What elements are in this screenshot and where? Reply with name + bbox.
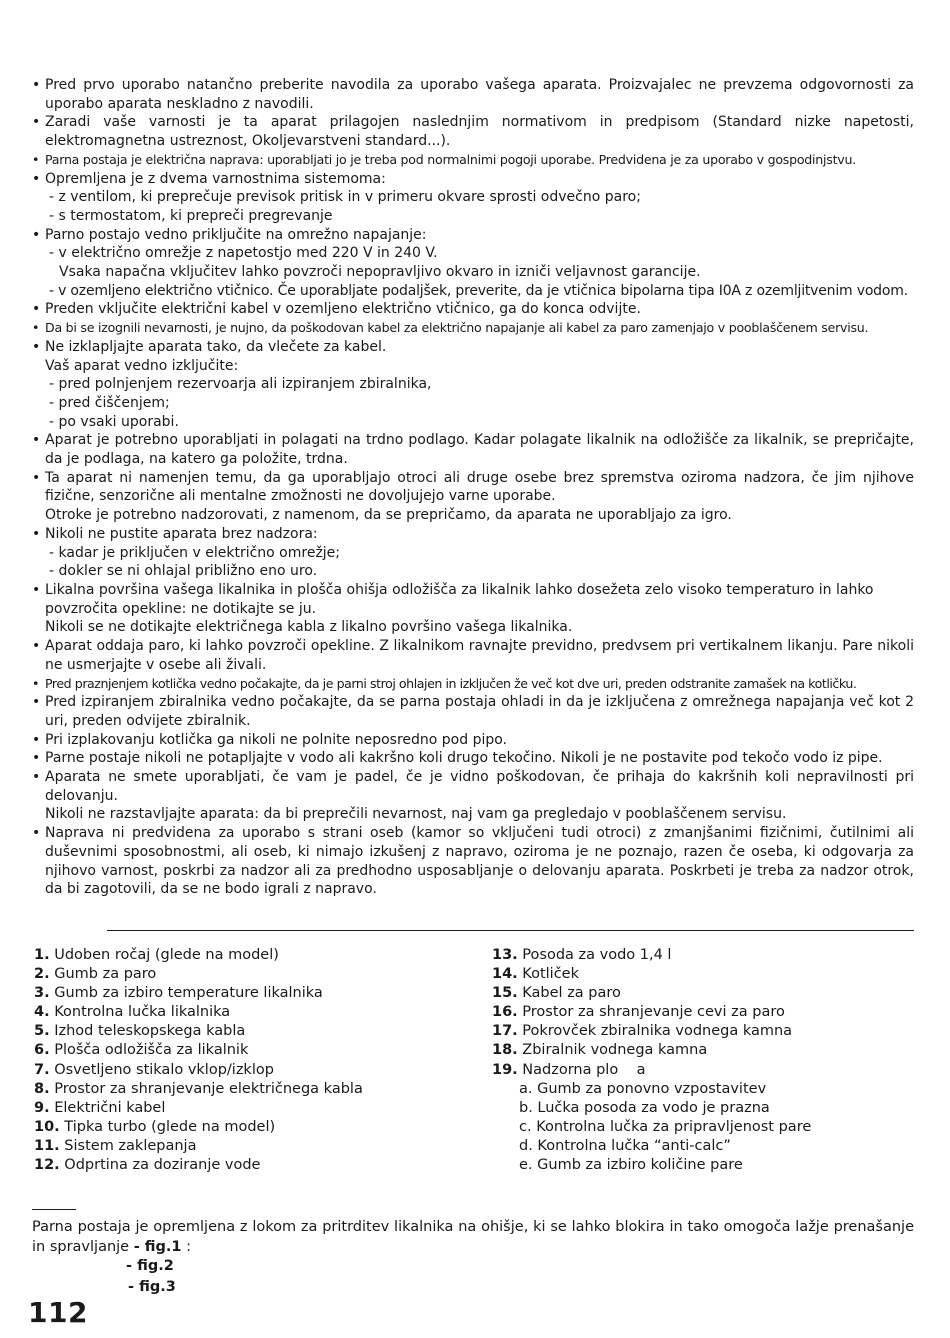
- part-number: 12.: [34, 1157, 60, 1174]
- part-item: [492, 965, 811, 984]
- part-number: 14.: [492, 966, 518, 983]
- control-panel-subitem: e. Gumb za izbiro količine pare: [519, 1157, 743, 1174]
- bullet-12: • Likalna površina vašega likalnika in plošča ohišja odložišča za likalnik lahko dosežeta zelo visoko temperaturo in lahko povzročita opekline: ne dotikajte se ju.: [32, 581, 914, 618]
- part-number: 4.: [34, 1004, 50, 1021]
- part-label: Odprtina za doziranje vode: [64, 1157, 261, 1174]
- bullet-18: • Aparata ne smete uporabljati, če vam je padel, če je vidno poškodovan, če prihaja do kakršnih koli nepravilnosti pri delovanju.: [32, 768, 914, 805]
- part-item: [34, 1156, 363, 1175]
- part-number: 2.: [34, 966, 50, 983]
- part-label: Posoda za vodo 1,4 l: [522, 947, 672, 963]
- bullet-4-sub-2: - s termostatom, ki prepreči pregrevanje: [49, 207, 333, 224]
- control-panel-subitem: d. Kontrolna lučka “anti-calc”: [519, 1137, 731, 1154]
- part-label: Prostor za shranjevanje električnega kabla: [54, 1080, 363, 1097]
- part-label: Kabel za paro: [522, 985, 621, 1002]
- part-number: 18.: [492, 1042, 518, 1059]
- part-item: [34, 1137, 363, 1156]
- part-item: [492, 1041, 811, 1060]
- part-number: 16.: [492, 1004, 518, 1021]
- part-item: [34, 1003, 363, 1022]
- part-label: Zbiralnik vodnega kamna: [522, 1042, 708, 1059]
- bullet-18-cont: Nikoli ne razstavljajte aparata: da bi preprečili nevarnost, naj vam ga pregledajo v pooblaščenem servisu.: [45, 806, 787, 823]
- part-item: [492, 1022, 811, 1041]
- bullet-5-sub-1-cont: Vsaka napačna vključitev lahko povzroči nepopravljivo okvaro in izniči veljavnost garancije.: [59, 264, 701, 281]
- part-number: 5.: [34, 1023, 50, 1040]
- parts-list-left: [34, 946, 363, 1175]
- bullet-11: • Nikoli ne pustite aparata brez nadzora:: [32, 525, 914, 544]
- control-panel-subitem: c. Kontrolna lučka za pripravljenost pare: [519, 1118, 812, 1135]
- bullet-11-sub-1: - kadar je priključen v električno omrežje;: [49, 544, 341, 561]
- part-label: Pokrovček zbiralnika vodnega kamna: [522, 1023, 793, 1040]
- part-number: 13.: [492, 947, 518, 963]
- part-label: Nadzorna plo a: [522, 1061, 646, 1078]
- part-item: [34, 965, 363, 984]
- part-number: 11.: [34, 1137, 60, 1154]
- bullet-6: • Preden vključite električni kabel v ozemljeno električno vtičnico, ga do konca odvijte.: [32, 300, 914, 319]
- part-label: Kontrolna lučka likalnika: [54, 1004, 231, 1021]
- bullet-5-sub-2: - v ozemljeno električno vtičnico. Če uporabljate podaljšek, preverite, da je vtičnica bipolarna tipa I0A z ozemljitvenim vodom.: [49, 282, 908, 299]
- part-item: [34, 1061, 363, 1080]
- bullet-10-cont: Otroke je potrebno nadzorovati, z namenom, da se prepričamo, da aparata ne uporabljajo za igro.: [45, 507, 732, 524]
- part-number: 19.: [492, 1061, 518, 1078]
- bullet-8-sub-3: - po vsaki uporabi.: [49, 413, 179, 430]
- part-label: Prostor za shranjevanje cevi za paro: [522, 1004, 785, 1021]
- bullet-8: • Ne izklapljajte aparata tako, da vlečete za kabel.: [32, 338, 914, 357]
- part-number: 10.: [34, 1118, 60, 1135]
- fig-2-ref: - fig.2: [126, 1258, 174, 1274]
- bullet-5: • Parno postajo vedno priključite na omrežno napajanje:: [32, 226, 914, 245]
- part-number: 8.: [34, 1080, 50, 1097]
- part-item: [34, 1022, 363, 1041]
- part-item: [492, 1061, 811, 1080]
- bullet-2: • Zaradi vaše varnosti je ta aparat prilagojen naslednjim normativom in predpisom (Standard nizke napetosti, elektromagnetna ustreznost, Okoljevarstveni standard...).: [32, 113, 914, 150]
- safety-instructions: [32, 76, 914, 899]
- bullet-3: • Parna postaja je električna naprava: uporabljati jo je treba pod normalnimi pogoji uporabe. Predvidena je za uporabo v gospodinjstvu.: [32, 151, 914, 170]
- part-label: Kotliček: [522, 966, 579, 983]
- bullet-14: • Pred praznjenjem kotlička vedno počakajte, da je parni stroj ohlajen in izključen že več kot dve uri, preden odstranite zamašek na kotličku.: [32, 675, 914, 694]
- bullet-15: • Pred izpiranjem zbiralnika vedno počakajte, da se parna postaja ohladi in da je izključena z omrežnega napajanja več kot 2 uri, preden odvijete zbiralnik.: [32, 693, 914, 730]
- part-label: Tipka turbo (glede na model): [64, 1118, 276, 1135]
- part-item: [34, 946, 363, 965]
- part-item: [34, 1118, 363, 1137]
- bullet-1: • Pred prvo uporabo natančno preberite navodila za uporabo vašega aparata. Proizvajalec ne prevzema odgovornosti za uporabo aparata neskladno z navodili.: [32, 76, 914, 113]
- parts-list-right: [492, 946, 811, 1175]
- bullet-17: • Parne postaje nikoli ne potapljajte v vodo ali kakršno koli drugo tekočino. Nikoli je ne postavite pod tekočo vodo iz pipe.: [32, 749, 914, 768]
- part-label: Gumb za paro: [54, 966, 157, 983]
- bullet-8-sub-2: - pred čiščenjem;: [49, 394, 170, 411]
- part-label: Sistem zaklepanja: [64, 1137, 197, 1154]
- bullet-8-sub-1: - pred polnjenjem rezervoarja ali izpiranjem zbiralnika,: [49, 376, 432, 393]
- part-item: [34, 1080, 363, 1099]
- bullet-8-cont: Vaš aparat vedno izključite:: [45, 357, 239, 374]
- bullet-4: • Opremljena je z dvema varnostnima sistemoma:: [32, 170, 914, 189]
- bullet-11-sub-2: - dokler se ni ohlajal približno eno uro.: [49, 563, 318, 580]
- part-item: [492, 946, 811, 965]
- note-colon: :: [181, 1238, 192, 1255]
- part-number: 1.: [34, 947, 50, 963]
- bullet-5-sub-1: - v električno omrežje z napetostjo med 220 V in 240 V.: [49, 245, 438, 262]
- part-number: 7.: [34, 1061, 50, 1078]
- part-label: Plošča odložišča za likalnik: [54, 1042, 249, 1059]
- part-item: [492, 1003, 811, 1022]
- bullet-7: • Da bi se izognili nevarnosti, je nujno, da poškodovan kabel za električno napajanje ali kabel za paro zamenjajo v pooblaščenem servisu.: [32, 319, 914, 338]
- note-paragraph: [32, 1218, 914, 1257]
- control-panel-subitem: a. Gumb za ponovno vzpostavitev: [519, 1080, 767, 1097]
- page-number: 112: [28, 1296, 88, 1329]
- part-number: 3.: [34, 985, 50, 1002]
- control-panel-subitem: b. Lučka posoda za vodo je prazna: [519, 1099, 770, 1116]
- note-text: Parna postaja je opremljena z lokom za pritrditev likalnika na ohišje, ki se lahko blokira in tako omogoča lažje prenašanje in spravljanje: [32, 1219, 914, 1255]
- part-label: Osvetljeno stikalo vklop/izklop: [54, 1061, 274, 1078]
- bullet-9: • Aparat je potrebno uporabljati in polagati na trdno podlago. Kadar polagate likalnik na odložišče za likalnik, se prepričajte, da je podlaga, na katero ga položite, trdna.: [32, 431, 914, 468]
- part-item: [34, 984, 363, 1003]
- part-item: [34, 1099, 363, 1118]
- part-item: [492, 984, 811, 1003]
- note-rule: [32, 1209, 76, 1210]
- bullet-19: • Naprava ni predvidena za uporabo s strani oseb (kamor so vključeni tudi otroci) z zmanjšanimi fizičnimi, čutilnimi ali duševnimi sposobnostmi, ali oseb, ki nimajo izkušenj z napravo, oziroma je ne poznajo, razen če oseba, ki odgovarja za njihovo varnost, poskrbi za nadzor ali za predhodno usposabljanje o delovanju aparata. Poskrbeti je treba za nadzor otrok, da bi zagotovili, da se ne bodo igrali z napravo.: [32, 824, 914, 899]
- part-label: Električni kabel: [54, 1099, 166, 1116]
- bullet-4-sub-1: - z ventilom, ki preprečuje previsok pritisk in v primeru okvare sprosti odvečno paro;: [49, 189, 641, 206]
- bullet-12-cont: Nikoli se ne dotikajte električnega kabla z likalno površino vašega likalnika.: [45, 619, 573, 636]
- fig-1-ref: - fig.1: [133, 1238, 182, 1255]
- part-label: Izhod teleskopskega kabla: [54, 1023, 246, 1040]
- part-number: 15.: [492, 985, 518, 1002]
- part-label: Udoben ročaj (glede na model): [54, 947, 279, 963]
- bullet-16: • Pri izplakovanju kotlička ga nikoli ne polnite neposredno pod pipo.: [32, 731, 914, 750]
- part-number: 17.: [492, 1023, 518, 1040]
- bullet-13: • Aparat oddaja paro, ki lahko povzroči opekline. Z likalnikom ravnajte previdno, predvsem pri vertikalnem likanju. Pare nikoli ne usmerjajte v osebe ali živali.: [32, 637, 914, 674]
- part-number: 9.: [34, 1099, 50, 1116]
- part-item: [34, 1041, 363, 1060]
- part-label: Gumb za izbiro temperature likalnika: [54, 985, 323, 1002]
- bullet-10: • Ta aparat ni namenjen temu, da ga uporabljajo otroci ali druge osebe brez spremstva oziroma nadzora, če jim njihove fizične, senzorične ali mentalne zmožnosti ne dovoljujejo varne uporabe.: [32, 469, 914, 506]
- fig-3-ref: - fig.3: [128, 1279, 176, 1295]
- part-number: 6.: [34, 1042, 50, 1059]
- section-divider: [107, 930, 914, 931]
